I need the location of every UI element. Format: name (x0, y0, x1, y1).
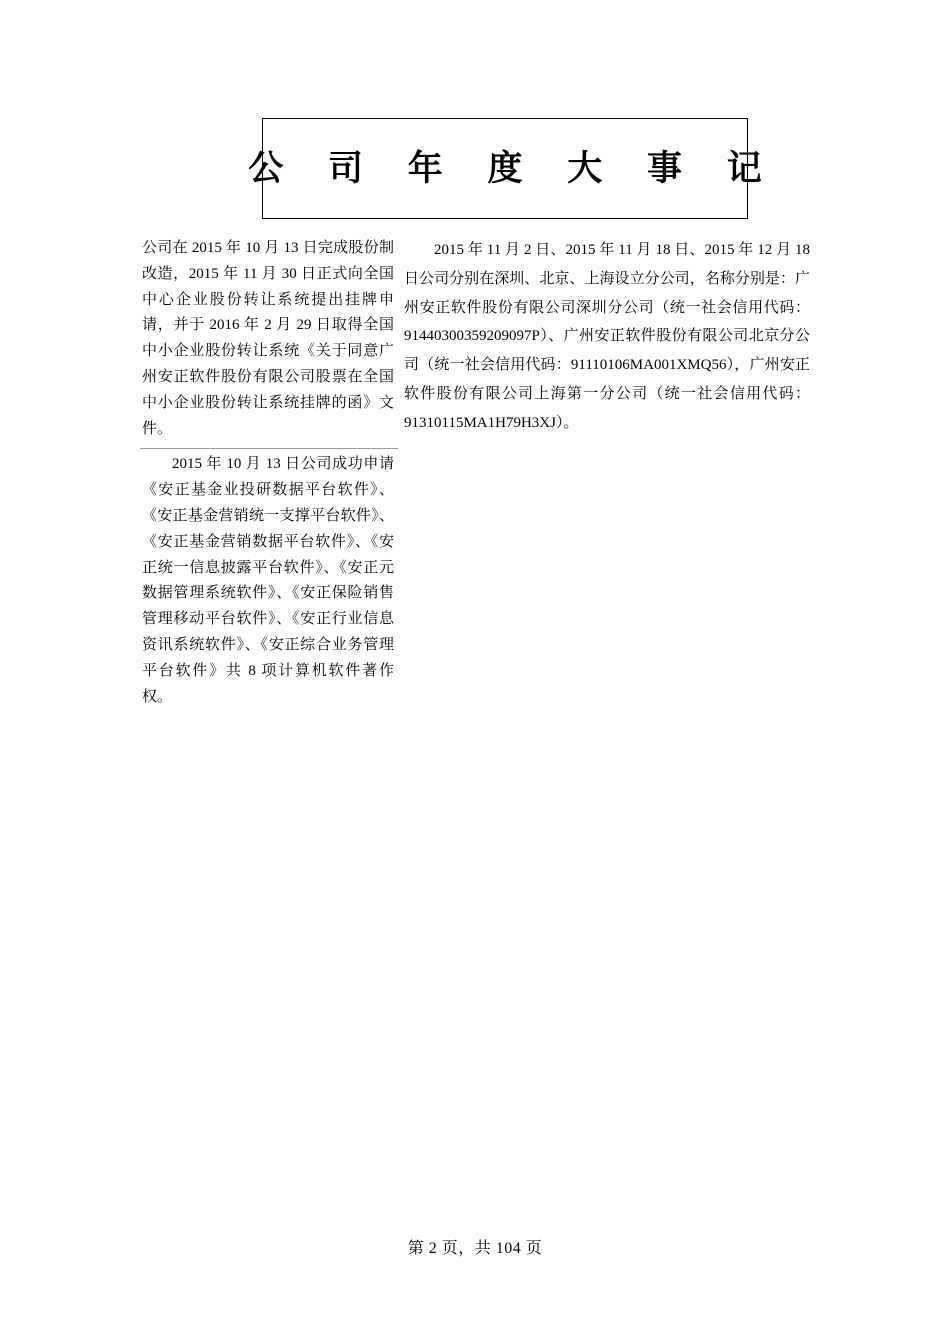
page-title-box (248, 118, 780, 219)
event-text-left-1: 公司在 2015 年 10 月 13 日完成股份制改造，2015 年 11 月 30 日正式向全国中心企业股份转让系统提出挂牌申请，并于 2016 年 2 月 29 日取得全国中小企业股份转让系统《关于同意广州安正软件股份有限公司股票在全国中小企业股份转让系统挂牌的函》文件。 (142, 240, 394, 437)
event-cell-left-1 (140, 233, 398, 449)
events-table-container (140, 233, 812, 716)
event-text-left-2: 2015 年 10 月 13 日公司成功申请《安正基金业投研数据平台软件》、《安正基金营销统一支撑平台软件》、《安正基金营销数据平台软件》、《安正统一信息披露平台软件》、《安正元数据管理系统软件》、《安正保险销售管理移动平台软件》、《安正行业信息资讯系统软件》、《安正综合业务管理平台软件》共 8 项计算机软件著作权。 (142, 456, 394, 705)
event-cell-left-2 (140, 449, 398, 716)
event-cell-right-1 (398, 233, 812, 716)
page-footer: 第 2 页，共 104 页 (407, 1240, 543, 1257)
events-table (140, 233, 812, 716)
event-text-right-1: 2015 年 11 月 2 日、2015 年 11 月 18 日、2015 年 12 月 18 日公司分别在深圳、北京、上海设立分公司，名称分别是：广州安正软件股份有限公司深圳分公司（统一社会信用代码：91440300359209097P）、广州安正软件股份有限公司北京分公司（统一社会信用代码：91110106MA001XMQ56），广州安正软件股份有限公司上海第一分公司（统一社会信用代码：91310115MA1H79H3XJ）。 (404, 242, 810, 431)
page-title: 公 司 年 度 大 事 记 (248, 149, 780, 188)
table-row (140, 233, 812, 449)
